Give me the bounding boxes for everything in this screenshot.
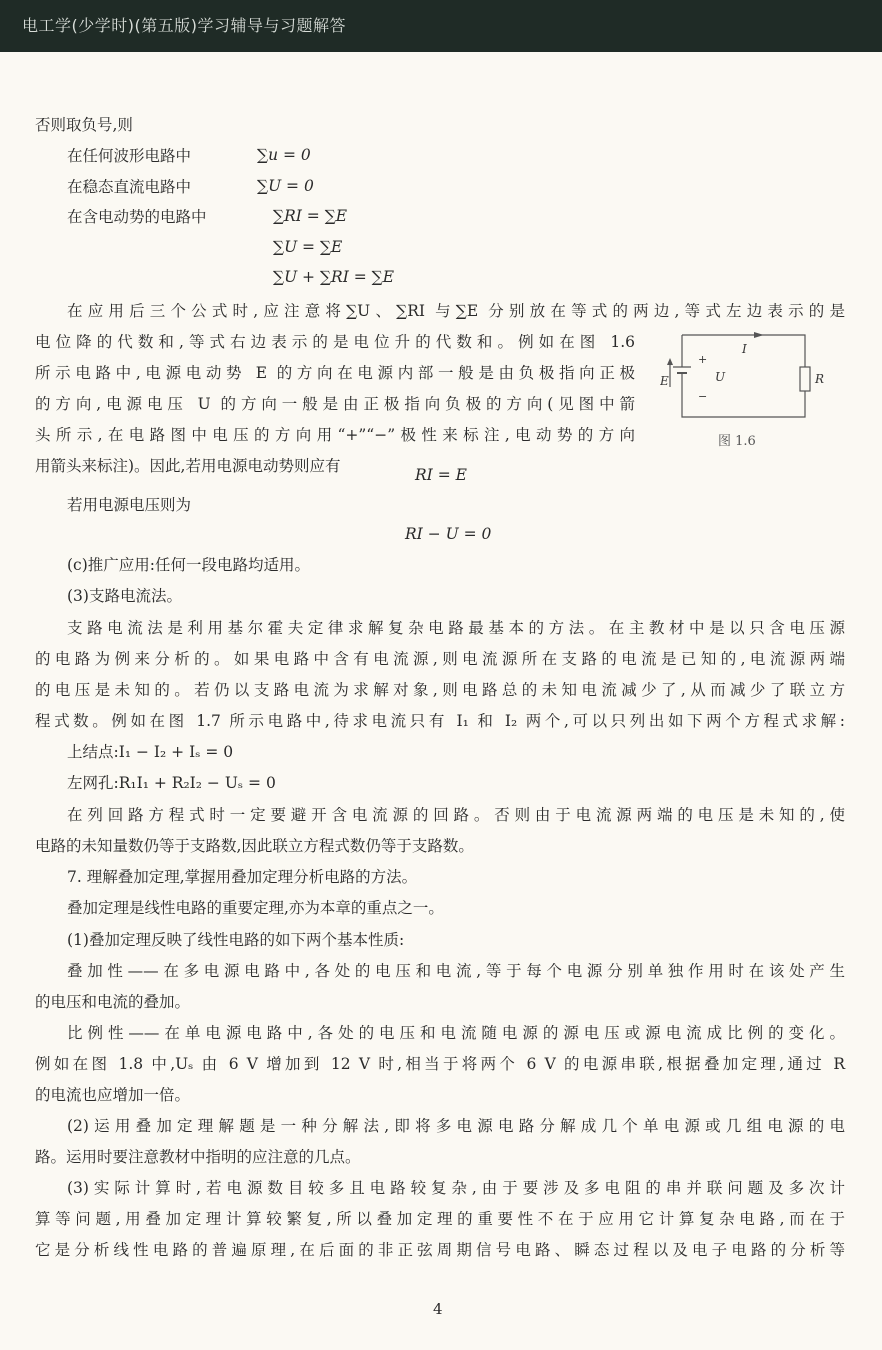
text-line: 用箭头来标注)。因此,若用电源电动势则应有: [35, 457, 341, 475]
text-line: 程式数。例如在图 1.7 所示电路中,待求电流只有 I₁ 和 I₂ 两个,可以只列出如下两个方程式求解:: [35, 712, 845, 730]
formula: ∑u = 0: [257, 146, 311, 164]
label-E: E: [660, 374, 669, 388]
text-line: 在列回路方程式时一定要避开含电流源的回路。否则由于电流源两端的电压是未知的,使: [67, 806, 845, 824]
text-line: 若用电源电压则为: [67, 496, 192, 514]
formula: ∑U = 0: [257, 177, 314, 195]
text-line: 叠加性——在多电源电路中,各处的电压和电流,等于每个电源分别单独作用时在该处产生: [67, 962, 845, 980]
resistor: [800, 367, 810, 391]
section-heading: 7. 理解叠加定理,掌握用叠加定理分析电路的方法。: [67, 868, 418, 886]
text-line: 的电路为例来分析的。如果电路中含有电流源,则电流源所在支路的电流是已知的,电流源两端: [35, 650, 845, 668]
text-line: 路。运用时要注意教材中指明的应注意的几点。: [35, 1148, 361, 1166]
label-minus: −: [698, 390, 708, 403]
text-line: 的电压和电流的叠加。: [35, 993, 191, 1011]
text-line: 头所示,在电路图中电压的方向用“+”“−”极性来标注,电动势的方向: [35, 426, 635, 444]
text-line: 在任何波形电路中: [67, 147, 192, 165]
text-line: (2)运用叠加定理解题是一种分解法,即将多电源电路分解成几个单电源或几组电源的电: [67, 1117, 845, 1135]
formula: ∑U + ∑RI = ∑E: [273, 268, 395, 286]
label-R: R: [815, 372, 825, 386]
text-line: 在含电动势的电路中: [67, 208, 207, 226]
text-line: (1)叠加定理反映了线性电路的如下两个基本性质:: [67, 931, 405, 949]
text-line: (3)支路电流法。: [67, 587, 182, 605]
text-line: 叠加定理是线性电路的重要定理,亦为本章的重点之一。: [67, 899, 444, 917]
running-header: [0, 0, 882, 52]
text-line: (c)推广应用:任何一段电路均适用。: [67, 556, 310, 574]
text-line: 的方向,电源电压 U 的方向一般是由正极指向负极的方向(见图中箭: [35, 395, 635, 413]
text-line: 在稳态直流电路中: [67, 178, 192, 196]
label-I: I: [742, 342, 747, 356]
label-U: U: [715, 370, 726, 384]
current-arrow: [754, 332, 764, 338]
text-line: 在应用后三个公式时,应注意将∑U、∑RI 与∑E 分别放在等式的两边,等式左边表示的是: [67, 302, 845, 320]
formula: ∑RI = ∑E: [273, 207, 348, 225]
text-line: 例如在图 1.8 中,Uₛ 由 6 V 增加到 12 V 时,相当于将两个 6 V 的电源串联,根据叠加定理,通过 R: [35, 1055, 845, 1073]
book-title: 电工学(少学时)(第五版)学习辅导与习题解答: [22, 16, 346, 35]
formula: ∑U = ∑E: [273, 238, 343, 256]
formula: RI − U = 0: [405, 525, 492, 543]
equation-line: 上结点:I₁ − I₂ + Iₛ = 0: [67, 743, 234, 761]
label-plus: +: [698, 353, 708, 366]
equation-line: 左网孔:R₁I₁ + R₂I₂ − Uₛ = 0: [67, 774, 276, 792]
text-line: (3)实际计算时,若电源数目较多且电路较复杂,由于要涉及多电阻的串并联问题及多次计: [67, 1179, 845, 1197]
text-line: 电路的未知量数仍等于支路数,因此联立方程式数仍等于支路数。: [35, 837, 474, 855]
text-line: 支路电流法是利用基尔霍夫定律求解复杂电路最基本的方法。在主教材中是以只含电压源: [67, 619, 845, 637]
page-number: 4: [433, 1300, 443, 1318]
text-line: 算等问题,用叠加定理计算较繁复,所以叠加定理的重要性不在于应用它计算复杂电路,而在于: [35, 1210, 845, 1228]
text-line: 的电流也应增加一倍。: [35, 1086, 191, 1104]
circuit-figure-1-6: [660, 325, 830, 425]
text-line: 的电压是未知的。若仍以支路电流为求解对象,则电路总的未知电流减少了,从而减少了联立方: [35, 681, 845, 699]
figure-caption: 图 1.6: [718, 434, 756, 449]
text-line: 比例性——在单电源电路中,各处的电压和电流随电源的源电压或源电流成比例的变化。: [67, 1024, 845, 1042]
formula: RI = E: [415, 466, 467, 484]
text-line: 电位降的代数和,等式右边表示的是电位升的代数和。例如在图 1.6: [35, 333, 635, 351]
text-line: 它是分析线性电路的普遍原理,在后面的非正弦周期信号电路、瞬态过程以及电子电路的分析等: [35, 1241, 845, 1259]
text-line: 否则取负号,则: [35, 116, 133, 134]
text-line: 所示电路中,电源电动势 E 的方向在电源内部一般是由负极指向正极: [35, 364, 635, 382]
